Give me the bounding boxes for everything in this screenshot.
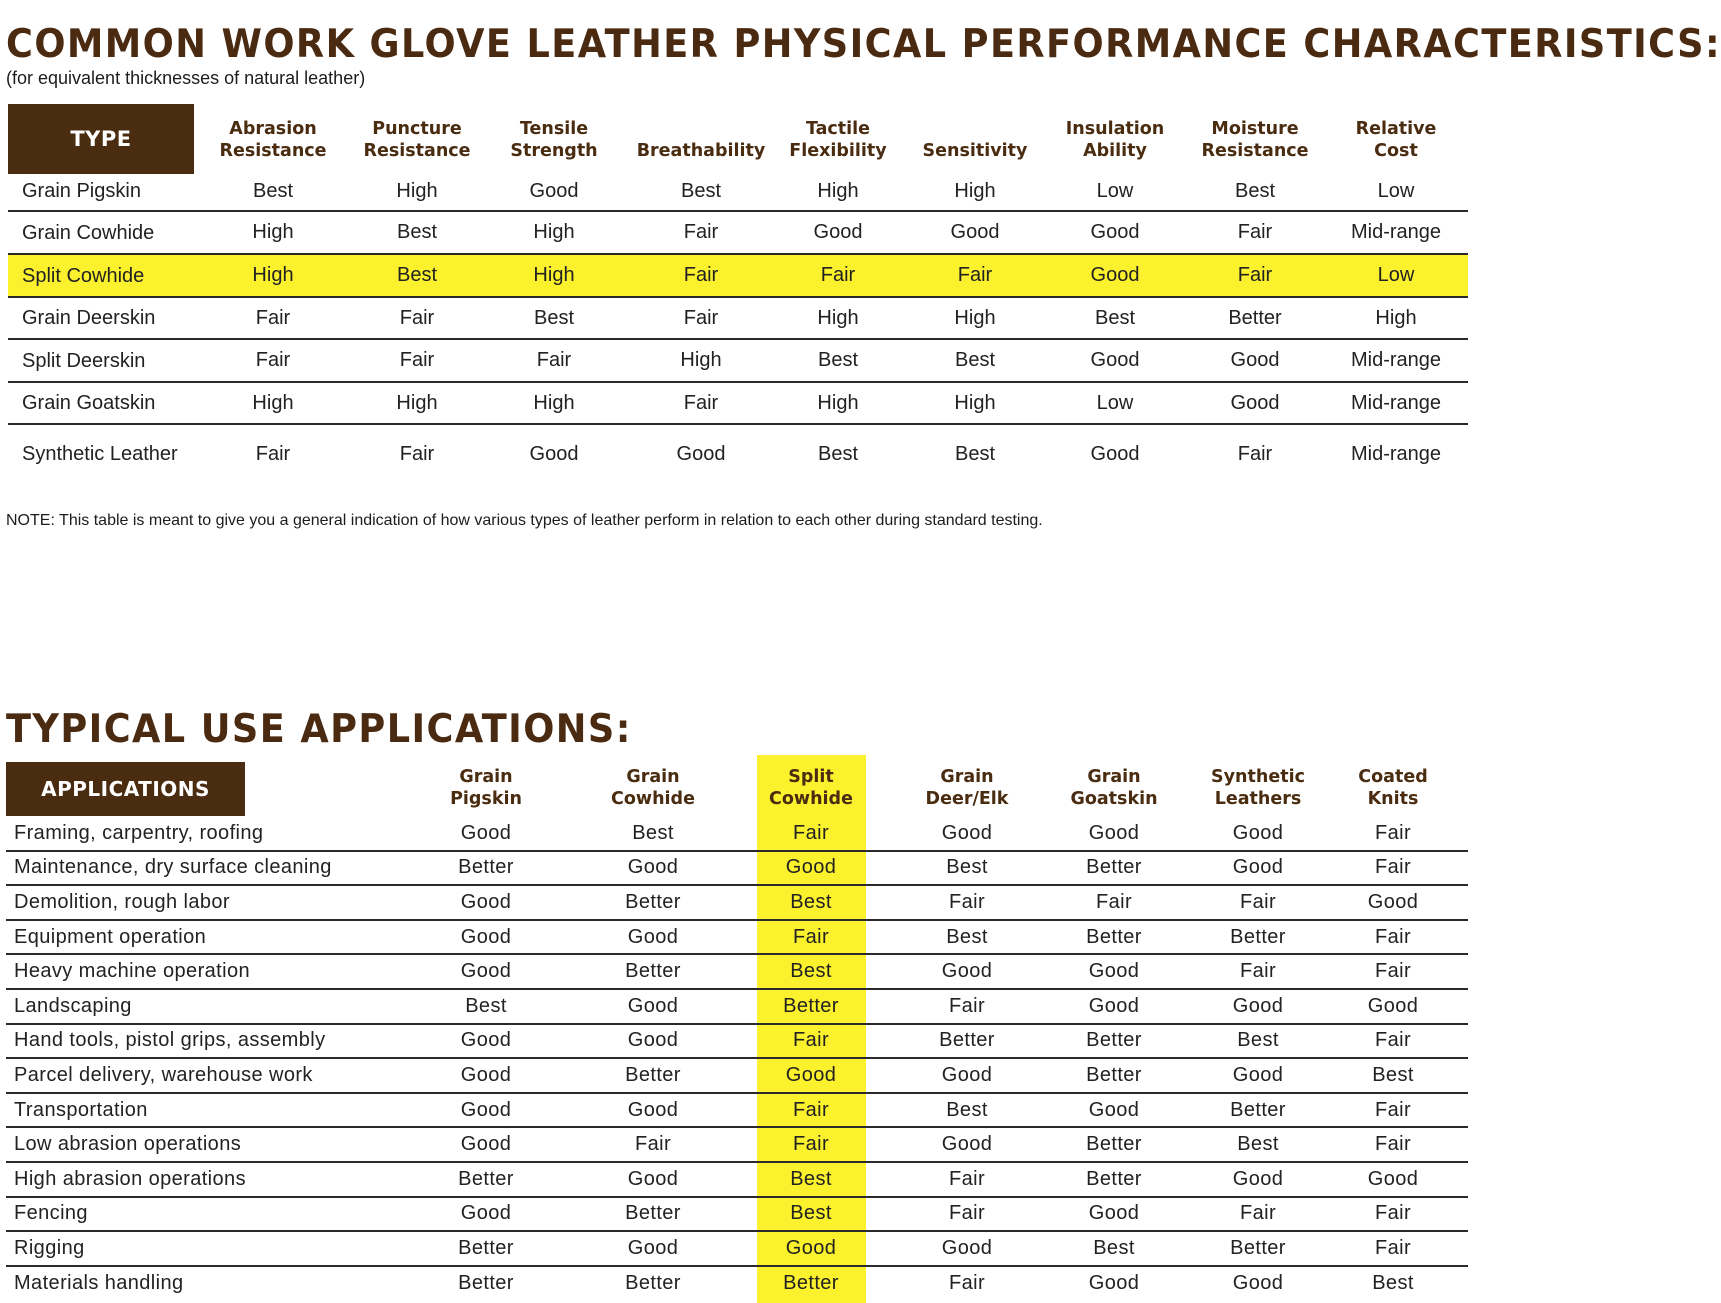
applications-header-split-cowhide xyxy=(769,766,853,810)
applications-header-coated-knits xyxy=(1358,766,1427,810)
rating-cell: Mid-range xyxy=(1350,442,1442,465)
rating-cell: Better xyxy=(1086,1133,1142,1156)
rating-cell: Fair xyxy=(1374,1236,1412,1259)
rating-cell: Good xyxy=(460,1098,512,1121)
rating-cell: Better xyxy=(1228,306,1282,329)
performance-header-line: Insulation xyxy=(1065,119,1165,139)
rating-cell: Better xyxy=(783,994,839,1017)
rating-cell: Good xyxy=(941,821,993,844)
rating-cell: Best xyxy=(396,221,438,243)
application-row-demolition-rough-labor xyxy=(6,886,1468,921)
rating-cell: Good xyxy=(1090,221,1140,243)
applications-header-line: Cowhide xyxy=(611,789,695,809)
rating-cell: Fair xyxy=(255,349,291,371)
performance-header-line: Cost xyxy=(1374,141,1418,161)
rating-cell: Good xyxy=(460,821,512,844)
rating-cell: Fair xyxy=(634,1133,672,1156)
rating-cell: Good xyxy=(1230,391,1280,414)
rating-cell: High xyxy=(817,306,859,329)
rating-cell: Mid-range xyxy=(1350,221,1442,243)
rating-cell: Best xyxy=(632,821,674,844)
applications-title: TYPICAL USE APPLICATIONS: xyxy=(6,707,632,752)
performance-header-line: Resistance xyxy=(1201,141,1309,161)
applications-header-line: Goatskin xyxy=(1070,789,1158,809)
applications-header-grain-deer-elk xyxy=(926,766,1009,810)
application-label: Materials handling xyxy=(14,1271,184,1294)
rating-cell: Fair xyxy=(1095,890,1133,913)
rating-cell: High xyxy=(1375,306,1417,329)
application-row-high-abrasion-operations xyxy=(6,1163,1468,1198)
performance-row-grain-deerskin xyxy=(8,298,1468,340)
application-label: Rigging xyxy=(14,1236,85,1259)
application-row-landscaping xyxy=(6,990,1468,1025)
application-label: Equipment operation xyxy=(14,925,207,948)
rating-cell: Good xyxy=(1090,442,1140,465)
rating-cell: Good xyxy=(941,1063,993,1086)
rating-cell: Good xyxy=(676,442,726,465)
rating-cell: Good xyxy=(813,221,863,243)
rating-cell: Better xyxy=(1086,1167,1142,1190)
rating-cell: Mid-range xyxy=(1350,349,1442,371)
rating-cell: Better xyxy=(625,1063,681,1086)
rating-cell: High xyxy=(252,391,294,414)
applications-header-grain-cowhide xyxy=(611,766,695,810)
rating-cell: Good xyxy=(941,960,993,983)
rating-cell: Good xyxy=(627,925,679,948)
rating-cell: Fair xyxy=(948,1167,986,1190)
rating-cell: Better xyxy=(1230,1236,1286,1259)
rating-cell: Fair xyxy=(957,264,993,286)
performance-header-line: Resistance xyxy=(363,141,471,161)
application-row-heavy-machine-operation xyxy=(6,955,1468,990)
performance-header-breathability xyxy=(637,118,766,162)
rating-cell: Fair xyxy=(792,1029,830,1052)
rating-cell: Fair xyxy=(792,925,830,948)
application-row-materials-handling xyxy=(6,1267,1468,1300)
rating-cell: Fair xyxy=(683,306,719,329)
rating-cell: Best xyxy=(1093,1236,1135,1259)
rating-cell: Fair xyxy=(1374,960,1412,983)
rating-cell: Better xyxy=(625,1271,681,1294)
performance-row-grain-cowhide xyxy=(8,212,1468,255)
rating-cell: Best xyxy=(1372,1271,1414,1294)
application-label: High abrasion operations xyxy=(14,1167,246,1190)
rating-cell: Fair xyxy=(683,264,719,286)
performance-row-synthetic-leather xyxy=(8,425,1468,483)
rating-cell: Good xyxy=(1232,1063,1284,1086)
rating-cell: Best xyxy=(1234,179,1276,202)
rating-cell: High xyxy=(680,349,722,371)
rating-cell: Good xyxy=(627,1098,679,1121)
rating-cell: Fair xyxy=(399,442,435,465)
application-row-transportation xyxy=(6,1094,1468,1129)
rating-cell: Good xyxy=(1232,994,1284,1017)
rating-cell: Better xyxy=(458,856,514,879)
rating-cell: Best xyxy=(252,179,294,202)
rating-cell: Best xyxy=(817,442,859,465)
rating-cell: Best xyxy=(533,306,575,329)
rating-cell: Fair xyxy=(399,306,435,329)
performance-header-line: Abrasion xyxy=(229,119,317,139)
rating-cell: Better xyxy=(458,1167,514,1190)
rating-cell: Best xyxy=(1237,1029,1279,1052)
performance-header-line: Puncture xyxy=(372,119,462,139)
leather-type-label: Synthetic Leather xyxy=(22,443,178,465)
performance-header-line: Relative xyxy=(1355,119,1437,139)
application-label: Fencing xyxy=(14,1202,88,1225)
rating-cell: Fair xyxy=(1239,1202,1277,1225)
application-row-fencing xyxy=(6,1198,1468,1233)
applications-table xyxy=(6,817,1468,1303)
performance-header-tactile-flexibility xyxy=(789,118,886,162)
rating-cell: High xyxy=(252,264,294,286)
rating-cell: Best xyxy=(680,179,722,202)
rating-cell: Better xyxy=(1086,925,1142,948)
application-row-hand-tools-pistol-grips-assembly xyxy=(6,1025,1468,1060)
rating-cell: Fair xyxy=(948,1271,986,1294)
rating-cell: Fair xyxy=(683,221,719,243)
rating-cell: Good xyxy=(460,960,512,983)
rating-cell: High xyxy=(252,221,294,243)
rating-cell: Best xyxy=(1237,1133,1279,1156)
rating-cell: Good xyxy=(1232,856,1284,879)
rating-cell: Good xyxy=(1367,1167,1419,1190)
rating-cell: Good xyxy=(941,1236,993,1259)
rating-cell: Good xyxy=(460,1063,512,1086)
performance-header-moisture-resistance xyxy=(1201,118,1308,162)
rating-cell: Good xyxy=(1232,821,1284,844)
leather-type-label: Split Cowhide xyxy=(22,264,145,287)
rating-cell: Better xyxy=(458,1236,514,1259)
rating-cell: Good xyxy=(1367,994,1419,1017)
performance-header-line xyxy=(923,118,1028,140)
rating-cell: Good xyxy=(627,1167,679,1190)
rating-cell: Low xyxy=(1096,391,1134,414)
rating-cell: Good xyxy=(785,856,837,879)
applications-header-label: APPLICATIONS xyxy=(41,777,210,801)
rating-cell: Fair xyxy=(1374,1133,1412,1156)
rating-cell: High xyxy=(954,179,996,202)
rating-cell: Good xyxy=(1232,1271,1284,1294)
type-header-label: TYPE xyxy=(70,127,132,151)
rating-cell: Best xyxy=(465,994,507,1017)
rating-cell: Good xyxy=(1088,821,1140,844)
performance-header-line xyxy=(637,118,766,140)
rating-cell: Good xyxy=(950,221,1000,243)
rating-cell: Fair xyxy=(1374,1202,1412,1225)
performance-header-tensile-strength xyxy=(510,118,597,162)
performance-header-line: Sensitivity xyxy=(922,141,1028,161)
rating-cell: Better xyxy=(625,1202,681,1225)
rating-cell: High xyxy=(533,221,575,243)
rating-cell: High xyxy=(533,391,575,414)
leather-type-label: Grain Goatskin xyxy=(22,392,156,414)
rating-cell: Better xyxy=(939,1029,995,1052)
rating-cell: Good xyxy=(627,1236,679,1259)
performance-header-sensitivity xyxy=(923,118,1028,162)
performance-row-grain-pigskin xyxy=(8,172,1468,212)
rating-cell: Best xyxy=(954,442,996,465)
performance-header-line: Strength xyxy=(510,141,598,161)
rating-cell: Best xyxy=(946,925,988,948)
applications-header-line: Synthetic xyxy=(1211,767,1305,787)
rating-cell: Good xyxy=(529,442,579,465)
application-label: Maintenance, dry surface cleaning xyxy=(14,856,332,879)
rating-cell: Good xyxy=(627,1029,679,1052)
applications-header-line: Grain xyxy=(940,767,994,787)
rating-cell: Fair xyxy=(1374,925,1412,948)
rating-cell: Best xyxy=(790,1167,832,1190)
leather-type-label: Grain Pigskin xyxy=(22,180,141,202)
performance-table xyxy=(8,172,1468,490)
rating-cell: Fair xyxy=(948,1202,986,1225)
table-note: NOTE: This table is meant to give you a general indication of how various types of leather perform in relation to each other during standard testing. xyxy=(6,512,1043,529)
rating-cell: High xyxy=(533,264,575,286)
leather-type-label: Grain Deerskin xyxy=(22,307,156,329)
applications-header-line: Deer/Elk xyxy=(925,789,1009,809)
rating-cell: Fair xyxy=(792,821,830,844)
rating-cell: Better xyxy=(625,960,681,983)
rating-cell: Good xyxy=(1088,1202,1140,1225)
rating-cell: Best xyxy=(396,264,438,286)
application-label: Parcel delivery, warehouse work xyxy=(14,1063,313,1086)
applications-header-line: Split xyxy=(788,767,834,787)
rating-cell: Good xyxy=(941,1133,993,1156)
rating-cell: Fair xyxy=(1237,264,1273,286)
rating-cell: Good xyxy=(1088,960,1140,983)
rating-cell: High xyxy=(954,306,996,329)
rating-cell: Good xyxy=(1232,1167,1284,1190)
applications-header-line: Coated xyxy=(1358,767,1428,787)
rating-cell: Best xyxy=(790,1202,832,1225)
rating-cell: Better xyxy=(1086,1029,1142,1052)
applications-header-line: Pigskin xyxy=(450,789,522,809)
application-row-maintenance-dry-surface-cleaning xyxy=(6,852,1468,887)
rating-cell: Fair xyxy=(683,391,719,414)
rating-cell: Good xyxy=(1367,890,1419,913)
type-header-box xyxy=(8,104,194,174)
performance-header-line: Ability xyxy=(1083,141,1147,161)
rating-cell: Good xyxy=(460,1029,512,1052)
rating-cell: Good xyxy=(1088,1098,1140,1121)
applications-header-line: Grain xyxy=(459,767,513,787)
rating-cell: Best xyxy=(790,960,832,983)
performance-row-grain-goatskin xyxy=(8,383,1468,425)
rating-cell: Good xyxy=(1088,1271,1140,1294)
rating-cell: Better xyxy=(458,1271,514,1294)
rating-cell: Best xyxy=(946,856,988,879)
rating-cell: Fair xyxy=(1374,1029,1412,1052)
application-row-parcel-delivery-warehouse-work xyxy=(6,1059,1468,1094)
performance-header-line: Tactile xyxy=(805,119,871,139)
applications-header-line: Grain xyxy=(1087,767,1141,787)
application-row-rigging xyxy=(6,1232,1468,1267)
rating-cell: Fair xyxy=(255,306,291,329)
applications-header-grain-pigskin xyxy=(450,766,522,810)
rating-cell: Better xyxy=(1086,1063,1142,1086)
rating-cell: Best xyxy=(790,890,832,913)
rating-cell: Best xyxy=(817,349,859,371)
rating-cell: Fair xyxy=(399,349,435,371)
performance-header-line: Breathability xyxy=(636,141,766,161)
rating-cell: Good xyxy=(460,890,512,913)
application-label: Heavy machine operation xyxy=(14,960,250,983)
performance-header-line: Flexibility xyxy=(789,141,887,161)
rating-cell: Better xyxy=(1230,1098,1286,1121)
application-label: Landscaping xyxy=(14,994,132,1017)
rating-cell: Fair xyxy=(820,264,856,286)
rating-cell: Good xyxy=(1088,994,1140,1017)
rating-cell: Good xyxy=(1230,349,1280,371)
rating-cell: Fair xyxy=(1374,821,1412,844)
rating-cell: Fair xyxy=(1239,960,1277,983)
rating-cell: Fair xyxy=(255,442,291,465)
application-label: Demolition, rough labor xyxy=(14,890,230,913)
rating-cell: Fair xyxy=(1239,890,1277,913)
performance-row-split-cowhide xyxy=(8,255,1468,298)
rating-cell: Fair xyxy=(1237,442,1273,465)
rating-cell: Better xyxy=(1230,925,1286,948)
rating-cell: Good xyxy=(627,856,679,879)
rating-cell: Fair xyxy=(1374,856,1412,879)
rating-cell: Best xyxy=(946,1098,988,1121)
rating-cell: Good xyxy=(460,925,512,948)
rating-cell: High xyxy=(396,391,438,414)
rating-cell: Better xyxy=(1086,856,1142,879)
applications-header-line: Cowhide xyxy=(769,789,853,809)
application-row-low-abrasion-operations xyxy=(6,1128,1468,1163)
rating-cell: Mid-range xyxy=(1350,391,1442,414)
rating-cell: Good xyxy=(1090,349,1140,371)
rating-cell: Best xyxy=(1094,306,1136,329)
rating-cell: Fair xyxy=(1374,1098,1412,1121)
applications-header-box xyxy=(6,762,245,816)
rating-cell: Fair xyxy=(536,349,572,371)
rating-cell: Good xyxy=(1090,264,1140,286)
performance-header-line: Moisture xyxy=(1211,119,1299,139)
rating-cell: High xyxy=(817,179,859,202)
rating-cell: Low xyxy=(1096,179,1134,202)
rating-cell: Low xyxy=(1377,179,1415,202)
application-label: Framing, carpentry, roofing xyxy=(14,821,264,844)
performance-header-insulation-ability xyxy=(1066,118,1165,162)
performance-subtitle: (for equivalent thicknesses of natural leather) xyxy=(6,68,366,88)
applications-header-grain-goatskin xyxy=(1070,766,1157,810)
rating-cell: Good xyxy=(627,994,679,1017)
rating-cell: Low xyxy=(1377,264,1415,286)
rating-cell: High xyxy=(817,391,859,414)
application-label: Low abrasion operations xyxy=(14,1133,242,1156)
applications-header-line: Leathers xyxy=(1214,789,1302,809)
rating-cell: Good xyxy=(529,179,579,202)
performance-header-line: Tensile xyxy=(519,119,589,139)
performance-row-split-deerskin xyxy=(8,340,1468,383)
rating-cell: Good xyxy=(785,1236,837,1259)
applications-header-synthetic-leathers xyxy=(1211,766,1305,810)
rating-cell: Fair xyxy=(792,1133,830,1156)
application-row-framing-carpentry-roofing xyxy=(6,817,1468,852)
rating-cell: Fair xyxy=(792,1098,830,1121)
leather-type-label: Grain Cowhide xyxy=(22,221,155,244)
performance-header-line: Resistance xyxy=(219,141,327,161)
rating-cell: Good xyxy=(785,1063,837,1086)
rating-cell: Fair xyxy=(1237,221,1273,243)
rating-cell: Better xyxy=(625,890,681,913)
leather-type-label: Split Deerskin xyxy=(22,349,146,372)
performance-header-relative-cost xyxy=(1356,118,1437,162)
performance-header-abrasion-resistance xyxy=(219,118,326,162)
applications-header-line: Knits xyxy=(1367,789,1419,809)
rating-cell: Fair xyxy=(948,890,986,913)
application-row-equipment-operation xyxy=(6,921,1468,956)
rating-cell: High xyxy=(954,391,996,414)
rating-cell: Best xyxy=(954,349,996,371)
application-label: Hand tools, pistol grips, assembly xyxy=(14,1029,326,1052)
performance-title: COMMON WORK GLOVE LEATHER PHYSICAL PERFORMANCE CHARACTERISTICS: xyxy=(6,22,1721,67)
rating-cell: Good xyxy=(460,1133,512,1156)
rating-cell: Good xyxy=(460,1202,512,1225)
applications-header-line: Grain xyxy=(626,767,680,787)
rating-cell: High xyxy=(396,179,438,202)
application-label: Transportation xyxy=(14,1098,148,1121)
performance-header-puncture-resistance xyxy=(363,118,470,162)
rating-cell: Best xyxy=(1372,1063,1414,1086)
rating-cell: Fair xyxy=(948,994,986,1017)
rating-cell: Better xyxy=(783,1271,839,1294)
